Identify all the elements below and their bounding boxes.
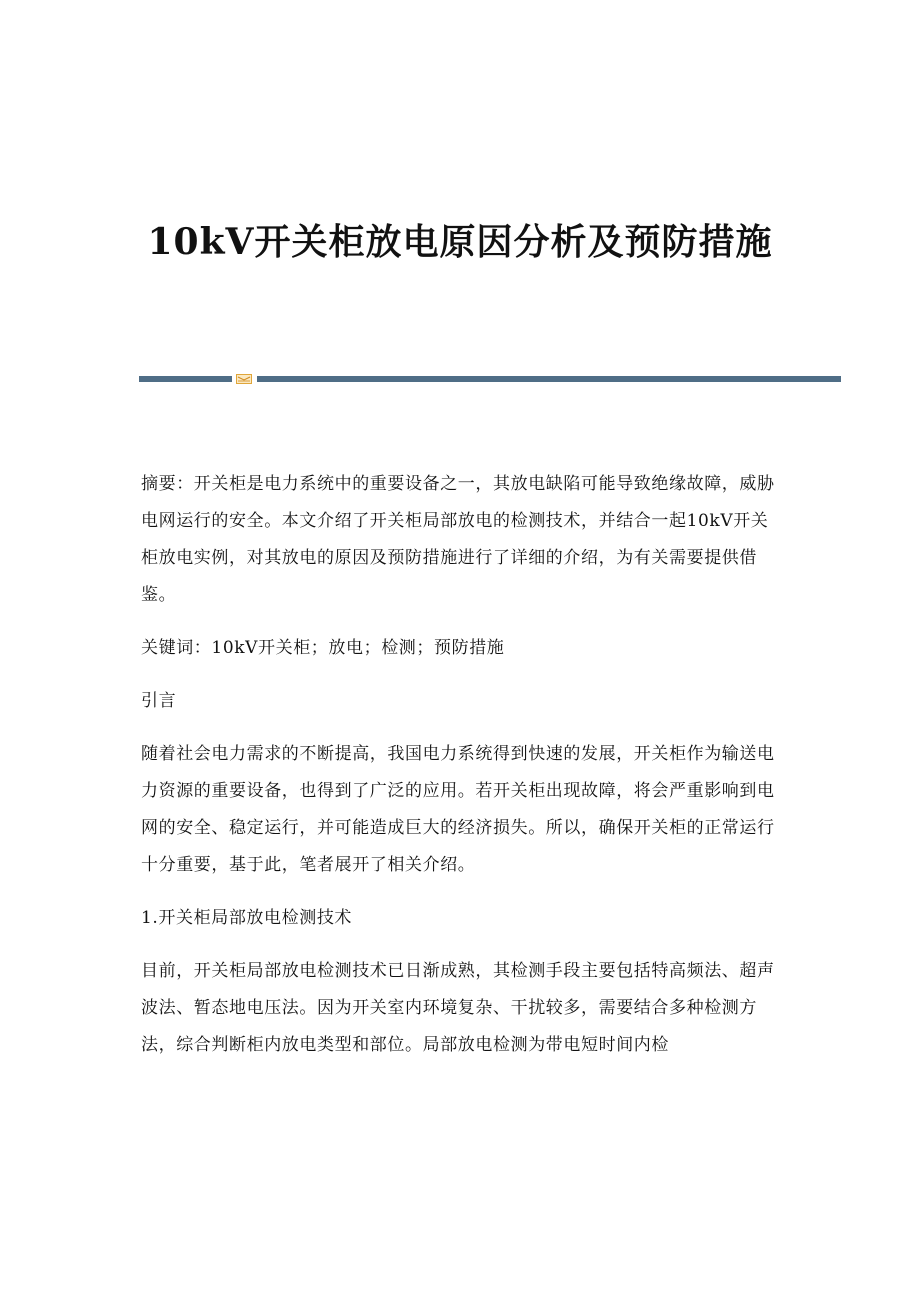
title-divider [139, 374, 841, 384]
abstract-paragraph: 摘要：开关柜是电力系统中的重要设备之一，其放电缺陷可能导致绝缘故障，威胁电网运行的安全。本文介绍了开关柜局部放电的检测技术，并结合一起10kV开关柜放电实例，对其放电的原因及预防措施进行了详细的介绍，为有关需要提供借鉴。 [141, 474, 775, 605]
introduction-paragraph: 随着社会电力需求的不断提高，我国电力系统得到快速的发展，开关柜作为输送电力资源的重要设备，也得到了广泛的应用。若开关柜出现故障，将会严重影响到电网的安全、稳定运行，并可能造成巨大的经济损失。所以，确保开关柜的正常运行十分重要，基于此，笔者展开了相关介绍。 [141, 744, 775, 875]
divider-bar-right [257, 376, 841, 382]
keywords-paragraph: 关键词：10kV开关柜；放电；检测；预防措施 [141, 638, 505, 658]
divider-ornament-icon [236, 374, 252, 384]
section-heading-introduction: 引言 [141, 691, 177, 711]
section-1-paragraph: 目前，开关柜局部放电检测技术已日渐成熟，其检测手段主要包括特高频法、超声波法、暂态地电压法。因为开关室内环境复杂、干扰较多，需要结合多种检测方法，综合判断柜内放电类型和部位。局部放电检测为带电短时间内检 [141, 961, 775, 1055]
divider-bar-left [139, 376, 232, 382]
document-body [141, 466, 781, 1064]
document-title: 10kV开关柜放电原因分析及预防措施 [147, 221, 773, 263]
section-heading-1: 1.开关柜局部放电检测技术 [141, 908, 353, 928]
